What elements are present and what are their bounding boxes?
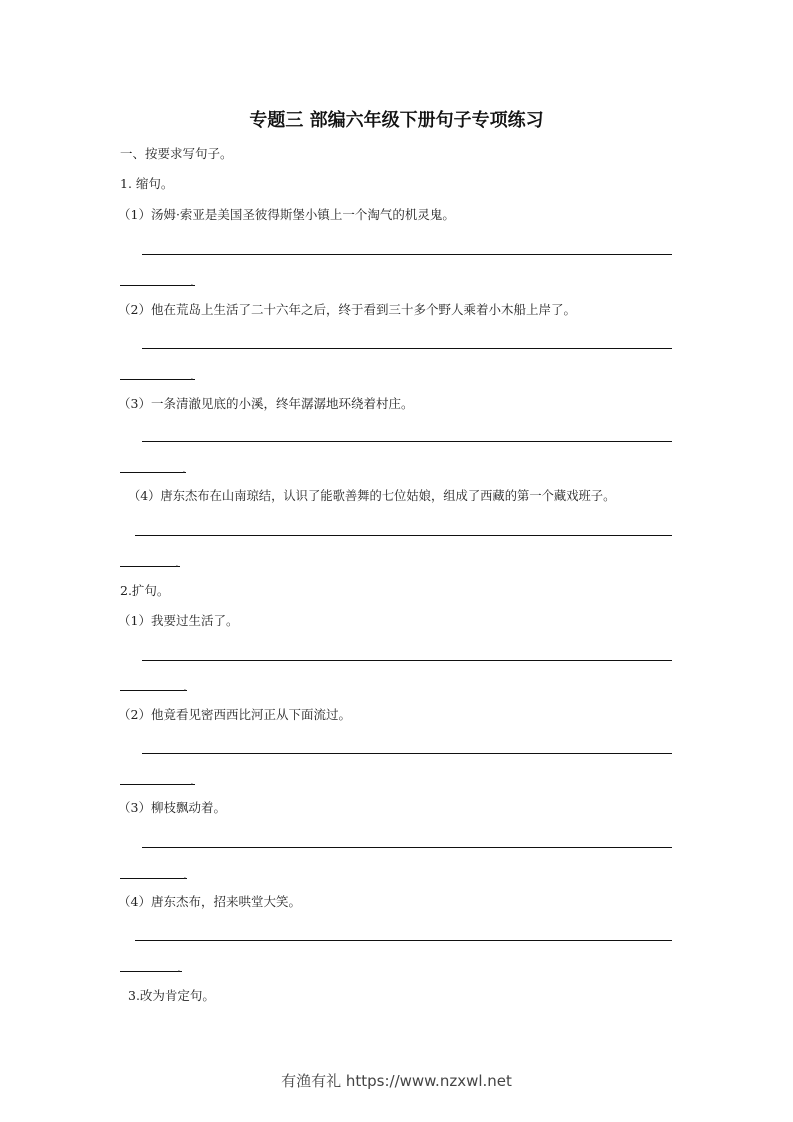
answer-line-end[interactable] xyxy=(120,971,182,972)
period: . xyxy=(182,462,186,476)
question: （2）他竟看见密西西比河正从下面流过。 xyxy=(118,707,351,722)
period: . xyxy=(177,961,181,975)
period: . xyxy=(183,868,187,882)
answer-line[interactable] xyxy=(142,441,672,442)
question: （1）我要过生活了。 xyxy=(118,613,239,628)
question: （2）他在荒岛上生活了二十六年之后，终于看到三十多个野人乘着小木船上岸了。 xyxy=(118,302,576,317)
question: （1）汤姆·索亚是美国圣彼得斯堡小镇上一个淘气的机灵鬼。 xyxy=(118,207,455,222)
answer-line-end[interactable] xyxy=(120,472,186,473)
period: . xyxy=(183,680,187,694)
question: （4）唐东杰布，招来哄堂大笑。 xyxy=(118,894,301,909)
answer-line[interactable] xyxy=(142,753,672,754)
part-heading: 1. 缩句。 xyxy=(120,176,174,191)
footer-watermark: 有渔有礼 https://www.nzxwl.net xyxy=(281,1072,512,1090)
section-heading: 一、按要求写句子。 xyxy=(120,146,233,161)
answer-line-end[interactable] xyxy=(120,285,195,286)
question: （4）唐东杰布在山南琼结，认识了能歌善舞的七位姑娘，组成了西藏的第一个藏戏班子。 xyxy=(128,489,616,503)
answer-line-end[interactable] xyxy=(120,690,187,691)
period: . xyxy=(190,369,194,383)
answer-line-end[interactable] xyxy=(120,784,195,785)
answer-line[interactable] xyxy=(142,254,672,255)
answer-line-end[interactable] xyxy=(120,878,187,879)
question: （3）一条清澈见底的小溪，终年潺潺地环绕着村庄。 xyxy=(118,396,414,411)
answer-line-end[interactable] xyxy=(120,566,180,567)
answer-line[interactable] xyxy=(142,660,672,661)
period: . xyxy=(190,275,194,289)
period: . xyxy=(175,556,179,570)
answer-line[interactable] xyxy=(135,535,672,536)
answer-line-end[interactable] xyxy=(120,379,195,380)
part-heading: 2.扩句。 xyxy=(120,583,170,598)
answer-line[interactable] xyxy=(142,348,672,349)
answer-line[interactable] xyxy=(142,847,672,848)
period: . xyxy=(190,774,194,788)
question: （3）柳枝飘动着。 xyxy=(118,800,226,815)
part-heading: 3.改为肯定句。 xyxy=(128,988,215,1003)
answer-line[interactable] xyxy=(135,940,672,941)
page-title: 专题三 部编六年级下册句子专项练习 xyxy=(249,110,544,131)
